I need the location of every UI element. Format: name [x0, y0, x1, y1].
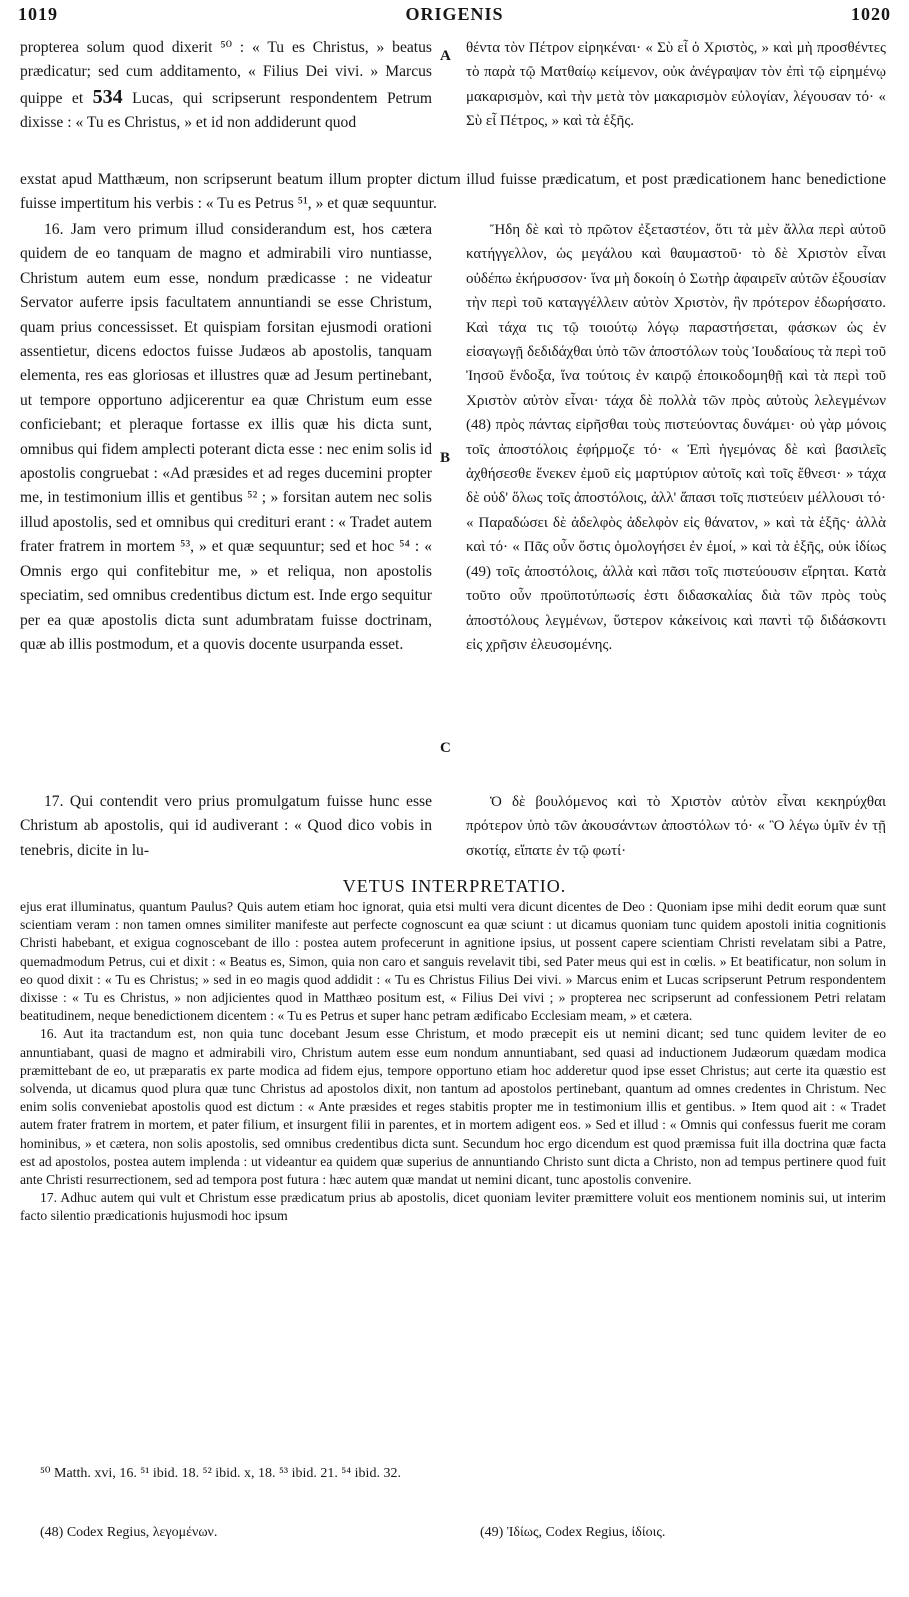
column-number: 534 — [92, 85, 123, 108]
greek-column-bottom — [466, 790, 886, 863]
greek-paragraph-17: Ὁ δὲ βουλόμενος καὶ τὸ Χριστὸν αὐτὸν εἶναι κεκηρύχθαι πρότερον ὑπὸ τῶν ἀκουσάντων ἀποστόλων τό· « Ὃ λέγω ὑμῖν ἐν τῇ σκοτίᾳ, εἴπατε ἐν τῷ φωτί· — [466, 794, 886, 859]
vetus-paragraph-1: ejus erat illuminatus, quantum Paulus? Quis autem etiam hoc ignorat, quia etsi multi vera dicunt dicentes de Deo : Quoniam ipse mihi dedit eorum quæ sunt scientiam veram : non tamen omnes similiter manifeste aut perfecte cognoscunt ea quæ sciunt : ut dicamus quoniam tunc quidem apostoli initia cognitionis Christi habebant, et exigua cognoscebant de illo : postea autem profecerunt in agnitione ipsius, ut possent capere scientiam Christi revelatam sibi a Patre, quemadmodum Petrus, cui et dixit : « Beatus es, Simon, quia non caro et sanguis revelavit tibi, sed Pater meus qui est in cœlis. » Et beatificatur, non solum in eo quod dixit : « Tu es Christus; » sed in eo magis quod addidit : « Tu es Christus Filius Dei vivi. » Marcus enim et Lucas scripserunt Petrum respondentem dixisse : « Tu es Christus, » non adjicientes quod in Matthæo positum est, « Filius Dei vivi ; » propterea nec scripserunt ad confessionem Petri relatam beatitudinem, neque benedictionem dicentem : « Tu es Petrus et super hanc petram ædificabo Ecclesiam meam, » et cætera. — [20, 899, 886, 1024]
page-number-right: 1020 — [851, 4, 891, 24]
latin-column-bottom — [20, 790, 432, 863]
latin-text-a: propterea solum quod dixerit ⁵⁰ : « Tu es Christus, » beatus prædicatur; sed cum additamento, « Filius Dei vivi. » Marcus quippe et — [20, 39, 432, 107]
variant-note-49: (49) Ἰδίως, Codex Regius, ἰδίοις. — [480, 1525, 666, 1540]
vetus-interpretatio-text — [20, 898, 886, 1226]
vetus-paragraph-16: 16. Aut ita tractandum est, non quia tunc docebant Jesum esse Christum, et modo præcepit eis ut nemini dicant; sed tunc quidem leviter de eo annuntiabant, quasi de magno et admirabili viro, Christum autem esse eum nondum annuntiabant, sed quasi ad inductionem Judæorum quædam modica præmittebant de eo, ut præparatis ex parte modica ad fidem ejus, tempore opportuno etiam hoc adderetur quod ipse esset Christus; aut certe ita quæstio est solvenda, ut dicamus quod plura quæ tunc Christus ad apostolos dixit, non tantum ad apostolos pertinebant, quantum ad omnes credentes in Christum. Nec enim solis conveniebat apostolis quod est dictum : « Ante præsides et reges stabitis propter me in testimonium illis et gentibus. » Item quod ait : « Tradet autem frater fratrem in mortem, et pater filium, et insurgent filii in parentes, et in mortem adigent eos. » Sed et illud : « Omnis qui confessus fuerit me coram hominibus, » et cætera, non solis apostolis, sed omnibus credentibus dicta sunt. Secundum hoc ergo dicendum est quod præmissa fuit illa doctrina quæ facta est ad apostolos, postea autem implenda : ut videantur ea quidem quæ superius de annuntiando Christo sunt dicta a Christo, non ad tempus pertinere quod fuit ante Christi resurrectionem, sed ad tempora post futura : hæc autem quæ mandat ut nemini dicant, tunc apostolis convenire. — [20, 1026, 886, 1188]
latin-paragraph-17: 17. Qui contendit vero prius promulgatum fuisse hunc esse Christum ab apostolis, qui id audiverant : « Quod dico vobis in tenebris, dicite in lu- — [20, 793, 432, 859]
page-header — [18, 4, 891, 32]
continuation-text: exstat apud Matthæum, non scripserunt beatum illum propter dictum illud fuisse prædicatum, et post prædicationem hanc benedictione fuisse impertitum his verbis : « Tu es Petrus ⁵¹, » et quæ sequuntur. — [20, 171, 886, 213]
greek-column-middle — [466, 218, 886, 657]
full-width-line — [20, 168, 886, 217]
latin-paragraph-15 — [20, 36, 432, 136]
latin-text-b: Lucas, qui scripserunt respondentem Petrum dixisse : « Tu es Christus, » et id non addiderunt quod — [20, 89, 433, 132]
greek-column-top — [466, 36, 886, 134]
latin-column-top — [20, 36, 432, 136]
latin-paragraph-16: 16. Jam vero primum illud considerandum est, hos cætera quidem de eo tanquam de magno et admirabili viro nuntiasse, Christum autem eum esse, nondum prædicasse : ne videatur Servator auferre ipsis facultatem annuntiandi se esse Christum, quam prius concessisset. Et quispiam forsitan ejusmodi orationi assentietur, dicens edoctos fuisse Judæos ab apostolis, tanquam elementa, res eas gloriosas et illustres quæ ad Jesum pertinebant, ut tempore opportuno adjicerentur ea quæ Christum eum esse conficiebant; et pleraque fortasse ex illis quæ his dicta sunt, omnibus qui fidem amplecti poterant dicta esse : nec enim solis id apostolis congruebat : «Ad præsides et ad reges ducemini propter me, in testimonium illis et gentibus ⁵² ; » forsitan autem nec solis illud apostolis, sed et omnibus qui crediturі erant : « Tradet autem frater fratrem in mortem ⁵³, » et quæ sequuntur; sed et hoc ⁵⁴ : « Omnis ergo qui confitebitur me, » et reliqua, non apostolis speciatim, sed omnibus credentibus dictum est. Inde ergo sequitur per ea quæ apostolis dicta sunt adumbratam fuisse doctrinam, quæ ab illis postmodum, et a quovis docente usurpanda esset. — [20, 221, 432, 653]
footnotes: ⁵⁰ Matth. xvi, 16. ⁵¹ ibid. 18. ⁵² ibid. x, 18. ⁵³ ibid. 21. ⁵⁴ ibid. 32. — [40, 1466, 401, 1481]
greek-paragraph-15: θέντα τὸν Πέτρον εἰρηκέναι· « Σὺ εἶ ὁ Χριστὸς, » καὶ μὴ προσθέντες τὸ παρὰ τῷ Ματθαίῳ κείμενον, οὐκ ἀνέγραψαν τὸν ἐπὶ τῷ εἰρημένῳ μακαρισμὸν, καὶ τὴν μετὰ τὸν μακαρισμὸν εὐλογίαν, λέγουσαν τό· « Σὺ εἶ Πέτρος, » καὶ τὰ ἑξῆς. — [466, 40, 886, 130]
page-number-left: 1019 — [18, 4, 58, 24]
margin-letter-b: B — [440, 450, 451, 466]
greek-paragraph-16: Ἤδη δὲ καὶ τὸ πρῶτον ἐξεταστέον, ὅτι τὰ μὲν ἄλλα περὶ αὐτοῦ κατήγγελλον, ὡς μεγάλου καὶ θαυμαστοῦ· τὸ δὲ Χριστὸν εἶναι οὐδέπω ἐκήρυσσον· ἵνα μὴ δοκοίη ὁ Σωτὴρ ἀφαιρεῖν αὐτῶν ἐξουσίαν τὴν περὶ τοῦ καταγγέλλειν αὐτὸν Χριστὸν, ἣν πρότερον ἐδωρήσατο. Καὶ τάχα τις τῷ τοιούτῳ λόγῳ παραστήσεται, φάσκων ὡς ἐν εἰσαγωγῇ δεδιδάχθαι ὑπὸ τῶν ἀποστόλων τοὺς Ἰουδαίους τὰ περὶ τοῦ Ἰησοῦ ἔνδοξα, ἵνα τούτοις ἐν καιρῷ ἐποικοδομηθῇ καὶ τὰ περὶ τοῦ Χριστὸν αὐτὸν εἶναι· τάχα δὲ πολλὰ τῶν πρὸς αὐτοὺς λελεγμένων (48) πρὸς πάντας εἰρῆσθαι τοὺς πιστεύοντας δυνάμει· οὐ γὰρ μόνοις τοῖς ἀποστόλοις ἐφήρμοζε τό· « Ἐπὶ ἡγεμόνας δὲ καὶ βασιλεῖς ἀχθήσεσθε ἕνεκεν ἐμοῦ εἰς μαρτύριον αὐτοῖς καὶ τοῖς ἔθνεσι· » τάχα δὲ οὐδ' ὅλως τοῖς ἀποστόλοις, ἀλλ' ἅπασι τοῖς πιστεύειν μέλλουσι τό· « Παραδώσει δὲ ἀδελφὸς ἀδελφὸν εἰς θάνατον, » καὶ τὰ ἑξῆς· ἀλλὰ καὶ τό· « Πᾶς οὖν ὅστις ὁμολογήσει ἐν ἐμοί, » καὶ τὰ ἑξῆς, οὐκ ἰδίως (49) τοῖς ἀποστόλοις, ἀλλὰ καὶ πᾶσι τοῖς πιστεύουσιν εἴρηται. Κατὰ τοῦτο οὖν προϋποτύπωσίς ἐστι διδασκαλίας διὰ τῶν πρὸς τοὺς ἀποστόλους λεγμένων, ὕστερον κἀκείνοις καὶ παντὶ τῷ διδάσκοντι εἰς χρῆσιν ἐλευσομένης. — [466, 222, 886, 653]
margin-letter-c: C — [440, 740, 451, 756]
running-title: ORIGENIS — [405, 4, 504, 24]
variant-note-48: (48) Codex Regius, λεγομένων. — [40, 1525, 218, 1540]
margin-letter-a: A — [440, 48, 451, 64]
vetus-paragraph-17: 17. Adhuc autem qui vult et Christum esse prædicatum prius ab apostolis, dicet quoniam leviter præmittere voluit eos mentionem nominis sui, ut interim facto silentio prædicationis hujusmodi hoc ipsum — [20, 1190, 886, 1224]
latin-column-middle — [20, 218, 432, 657]
vetus-interpretatio-heading: VETUS INTERPRETATIO. — [342, 876, 567, 896]
